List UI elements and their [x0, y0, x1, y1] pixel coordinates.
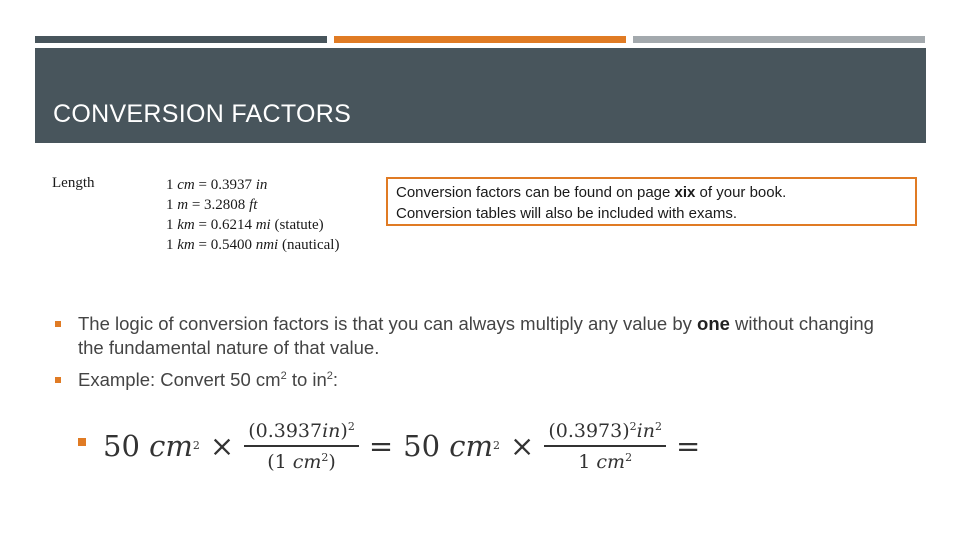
fraction-denominator: (1 $cm^2$): [267, 450, 336, 473]
bullet-square-icon: [55, 377, 61, 383]
callout-box: [386, 177, 917, 226]
conversion-row: 1 m = 3.2808 ft: [166, 197, 258, 213]
times-sign: ×: [209, 429, 235, 463]
callout-line-1: Conversion factors can be found on page xix of your book.: [396, 184, 787, 201]
bullet-item-logic: The logic of conversion factors is that you can always multiply any value by one without changing the fundamental nature of that value.: [55, 312, 895, 360]
accent-bar-orange: [334, 36, 626, 43]
bullet-square-icon: [78, 438, 86, 446]
conversion-fraction-2: [544, 420, 666, 473]
conversion-row: 1 km = 0.6214 mi (statute): [166, 217, 324, 233]
equation-term-1: 50 $cm^2$: [103, 429, 200, 463]
fraction-numerator: $(0.3937in)^2$: [248, 419, 355, 442]
title-band: [35, 48, 926, 143]
length-conversion-list: [166, 175, 339, 255]
accent-bar-slate: [35, 36, 327, 43]
equation-term-2: 50 $cm^2$: [403, 429, 501, 463]
slide-title: CONVERSION FACTORS: [53, 100, 352, 128]
fraction-numerator: $(0.3973)^2in^2$: [548, 419, 662, 442]
conversion-equation: [78, 406, 738, 486]
times-sign: ×: [510, 429, 535, 463]
equals-sign: =: [675, 429, 701, 463]
length-label: Length: [52, 175, 95, 191]
bullet-item-example: Example: Convert 50 $cm^2$ to $in^2$:: [55, 368, 895, 392]
equals-sign: =: [368, 429, 394, 463]
bullet-list: [55, 312, 895, 392]
accent-bar-gray: [633, 36, 925, 43]
conversion-row: 1 cm = 0.3937 in: [166, 177, 268, 193]
fraction-denominator: 1 $cm^2$: [578, 450, 633, 473]
callout-line-2: Conversion tables will also be included with exams.: [396, 205, 738, 222]
bullet-square-icon: [55, 321, 61, 327]
conversion-row: 1 km = 0.5400 nmi (nautical): [166, 237, 340, 253]
conversion-fraction-1: [244, 420, 359, 473]
